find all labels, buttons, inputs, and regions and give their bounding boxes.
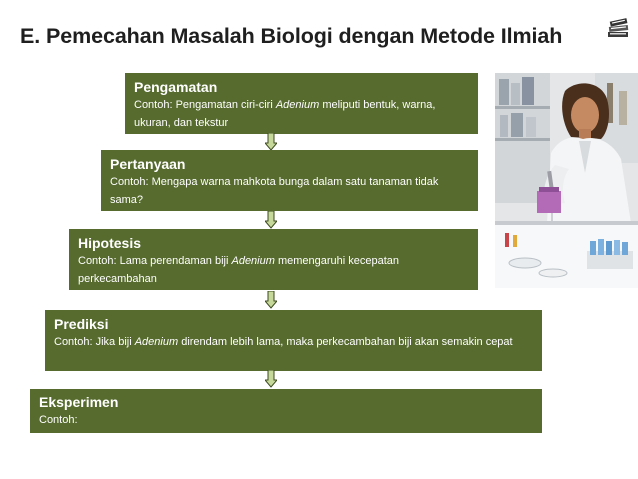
step-heading: Prediksi xyxy=(54,316,109,332)
step-example-text: Contoh: Pengamatan ciri-ciri Adenium meliputi bentuk, warna, ukuran, dan tekstur xyxy=(134,99,436,129)
step-heading: Pertanyaan xyxy=(110,156,186,172)
scientist-in-lab-photo xyxy=(495,73,638,288)
step-heading: Hipotesis xyxy=(78,235,142,251)
step-example-text: Contoh: Mengapa warna mahkota bunga dalam satu tanaman tidak sama? xyxy=(110,176,439,206)
down-arrow-icon xyxy=(265,133,277,151)
slide-title: E. Pemecahan Masalah Biologi dengan Metode Ilmiah xyxy=(20,24,563,48)
stacked-books-icon xyxy=(606,18,630,40)
step-box-experiment xyxy=(30,389,542,433)
step-box-prediction xyxy=(45,310,542,371)
step-example-text: Contoh: Lama perendaman biji Adenium memengaruhi kecepatan perkecambahan xyxy=(78,255,400,285)
step-heading: Pengamatan xyxy=(134,79,218,95)
step-box-question xyxy=(101,150,478,211)
down-arrow-icon xyxy=(265,291,277,309)
step-heading: Eksperimen xyxy=(39,394,119,410)
step-box-hypothesis xyxy=(69,229,478,290)
step-example-text: Contoh: xyxy=(39,414,78,426)
step-box-observation xyxy=(125,73,478,134)
down-arrow-icon xyxy=(265,211,277,229)
down-arrow-icon xyxy=(265,370,277,388)
step-example-text: Contoh: Jika biji Adenium direndam lebih lama, maka perkecambahan biji akan semakin cepat xyxy=(54,336,513,348)
